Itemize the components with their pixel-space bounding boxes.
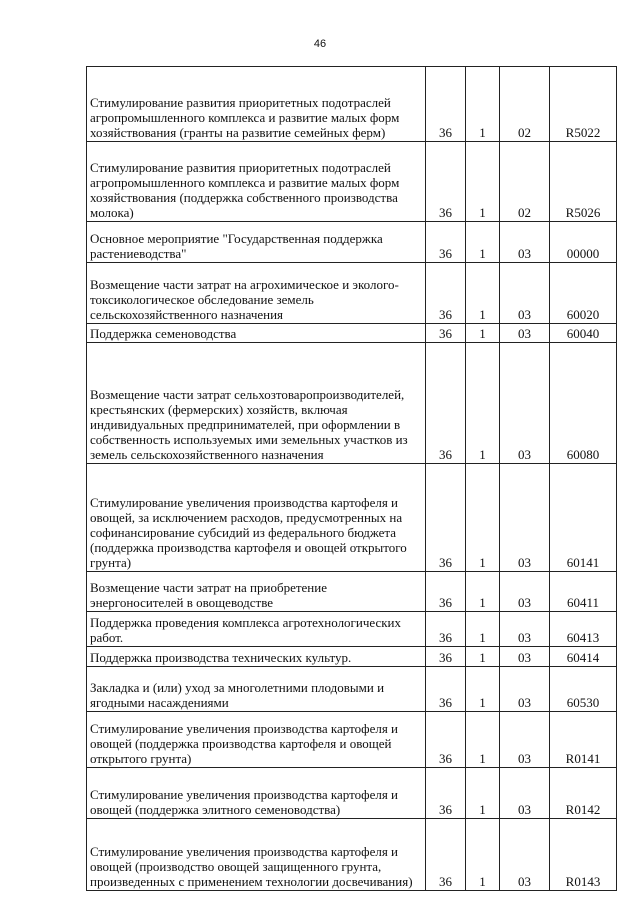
code-cell: R0143	[550, 819, 617, 891]
code-cell: 1	[466, 142, 500, 222]
code-cell: 1	[466, 343, 500, 464]
code-cell: 1	[466, 67, 500, 142]
code-cell: 03	[500, 768, 550, 819]
code-cell: 03	[500, 324, 550, 343]
table-row	[87, 768, 617, 819]
row-description: Стимулирование увеличения производства картофеля и овощей (производство овощей защищенного грунта, произведенных с применением технологии досвечивания)	[87, 819, 426, 891]
code-cell: 03	[500, 667, 550, 712]
code-cell: 36	[426, 667, 466, 712]
code-cell: 60141	[550, 464, 617, 572]
row-description: Стимулирование увеличения производства картофеля и овощей, за исключением расходов, предусмотренных на софинансирование субсидий из федерального бюджета (поддержка производства картофеля и овощей открытого грунта)	[87, 464, 426, 572]
code-cell: 1	[466, 263, 500, 324]
code-cell: 02	[500, 67, 550, 142]
code-cell: 03	[500, 572, 550, 612]
code-cell: 1	[466, 324, 500, 343]
code-cell: 03	[500, 612, 550, 647]
code-cell: 36	[426, 222, 466, 263]
code-cell: 36	[426, 647, 466, 667]
code-cell: 36	[426, 612, 466, 647]
row-description: Стимулирование развития приоритетных подотраслей агропромышленного комплекса и развитие малых форм хозяйствования (гранты на развитие семейных ферм)	[87, 67, 426, 142]
code-cell: 60530	[550, 667, 617, 712]
row-description: Стимулирование увеличения производства картофеля и овощей (поддержка элитного семеноводства)	[87, 768, 426, 819]
table-row	[87, 667, 617, 712]
code-cell: 03	[500, 464, 550, 572]
code-cell: 60040	[550, 324, 617, 343]
row-description: Поддержка производства технических культур.	[87, 647, 426, 667]
code-cell: 36	[426, 572, 466, 612]
code-cell: 36	[426, 142, 466, 222]
code-cell: 60080	[550, 343, 617, 464]
row-description: Стимулирование развития приоритетных подотраслей агропромышленного комплекса и развитие малых форм хозяйствования (поддержка собственного производства молока)	[87, 142, 426, 222]
code-cell: 03	[500, 343, 550, 464]
code-cell: 60413	[550, 612, 617, 647]
row-description: Закладка и (или) уход за многолетними плодовыми и ягодными насаждениями	[87, 667, 426, 712]
page-number: 46	[313, 38, 327, 50]
code-cell: 1	[466, 222, 500, 263]
table-row	[87, 647, 617, 667]
code-cell: 36	[426, 324, 466, 343]
code-cell: 03	[500, 263, 550, 324]
table-row	[87, 712, 617, 768]
code-cell: 36	[426, 464, 466, 572]
code-cell: 1	[466, 712, 500, 768]
code-cell: 36	[426, 263, 466, 324]
code-cell: 1	[466, 647, 500, 667]
table-row	[87, 67, 617, 142]
table-row	[87, 464, 617, 572]
row-description: Возмещение части затрат сельхозтоваропроизводителей, крестьянских (фермерских) хозяйств, включая индивидуальных предпринимателей, при оформлении в собственность используемых ими земельных участков из земель сельскохозяйственного назначения	[87, 343, 426, 464]
code-cell: 60411	[550, 572, 617, 612]
budget-table	[86, 66, 617, 891]
code-cell: 00000	[550, 222, 617, 263]
code-cell: R5026	[550, 142, 617, 222]
code-cell: 36	[426, 712, 466, 768]
row-description: Поддержка семеноводства	[87, 324, 426, 343]
code-cell: 60020	[550, 263, 617, 324]
row-description: Возмещение части затрат на приобретение энергоносителей в овощеводстве	[87, 572, 426, 612]
row-description: Стимулирование увеличения производства картофеля и овощей (поддержка производства картофеля и овощей открытого грунта)	[87, 712, 426, 768]
code-cell: 36	[426, 768, 466, 819]
code-cell: 03	[500, 222, 550, 263]
code-cell: 36	[426, 67, 466, 142]
code-cell: 03	[500, 819, 550, 891]
row-description: Поддержка проведения комплекса агротехнологических работ.	[87, 612, 426, 647]
table-row	[87, 222, 617, 263]
table-row	[87, 343, 617, 464]
code-cell: 36	[426, 819, 466, 891]
row-description: Основное мероприятие "Государственная поддержка растениеводства"	[87, 222, 426, 263]
table-row	[87, 263, 617, 324]
code-cell: 1	[466, 667, 500, 712]
table-row	[87, 142, 617, 222]
code-cell: 03	[500, 647, 550, 667]
table-row	[87, 612, 617, 647]
code-cell: 60414	[550, 647, 617, 667]
table-row	[87, 572, 617, 612]
code-cell: 1	[466, 768, 500, 819]
code-cell: R5022	[550, 67, 617, 142]
row-description: Возмещение части затрат на агрохимическое и эколого-токсикологическое обследование земель сельскохозяйственного назначения	[87, 263, 426, 324]
code-cell: 1	[466, 612, 500, 647]
table-row	[87, 324, 617, 343]
code-cell: R0141	[550, 712, 617, 768]
code-cell: R0142	[550, 768, 617, 819]
code-cell: 1	[466, 819, 500, 891]
code-cell: 36	[426, 343, 466, 464]
code-cell: 02	[500, 142, 550, 222]
code-cell: 1	[466, 464, 500, 572]
code-cell: 1	[466, 572, 500, 612]
code-cell: 03	[500, 712, 550, 768]
table-row	[87, 819, 617, 891]
